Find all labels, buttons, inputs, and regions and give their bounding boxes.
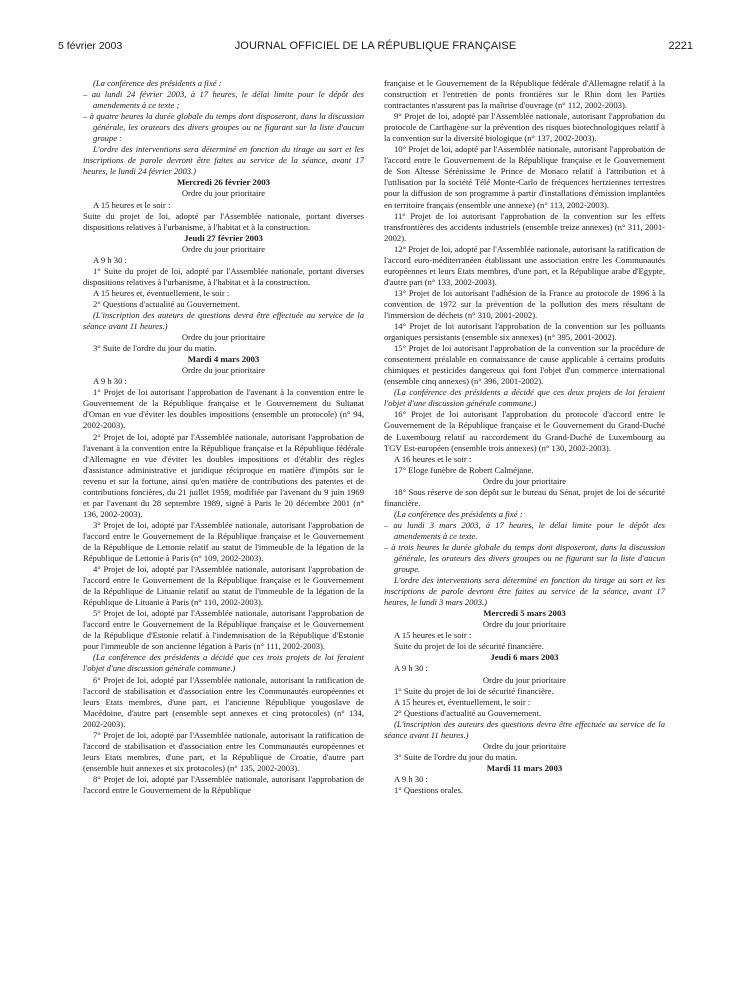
agenda-item: 6° Projet de loi, adopté par l'Assemblée nationale, autorisant la ratification de l'accord de stabilisation et d'association entre les Communautés européennes et leurs Etats membres, d'une part, et l'ancienne République yougoslave de Macédoine, d'autre part (ensemble sept annexes et cinq protocoles) (n° 134, 2002-2003). [83, 674, 364, 729]
agenda-item: 3° Projet de loi, adopté par l'Assemblée nationale, autorisant l'approbation de l'accord entre le Gouvernement de la République française et le Gouvernement de la République de Lettonie relatif au statut de l'immeuble de la légation de la République de Lettonie à Paris (n° 109, 2002-2003). [83, 519, 364, 564]
agenda-note: (La conférence des présidents a décidé que ces trois projets de loi feraient l'objet d'une discussion générale commune.) [83, 652, 364, 674]
agenda-note: (L'inscription des auteurs de questions devra être effectuée au service de la séance avant 11 heures.) [83, 309, 364, 332]
agenda-item: 14° Projet de loi autorisant l'approbation de la convention sur les polluants organiques persistants (ensemble six annexes) (n° 395, 2001-2002). [384, 321, 665, 343]
agenda-item: 3° Suite de l'ordre du jour du matin. [394, 751, 518, 762]
agenda-item: 8° Projet de loi, adopté par l'Assemblée nationale, autorisant l'approbation de l'accord entre le Gouvernement de la République [83, 773, 364, 795]
session-heading: Jeudi 27 février 2003 [184, 232, 263, 243]
agenda-subheading: Ordre du jour prioritaire [181, 365, 266, 376]
agenda-subheading: Ordre du jour prioritaire [181, 243, 266, 254]
agenda-item: 1° Suite du projet de loi de sécurité financière. [394, 685, 554, 696]
session-heading: Mardi 11 mars 2003 [486, 762, 563, 773]
intro-item: – à quatre heures la durée globale du temps dont disposeront, dans la discussion générale, les orateurs des divers groupes ou ne figurant sur la liste d'aucun groupe : [83, 111, 364, 144]
agenda-item: 16° Projet de loi autorisant l'approbation du protocole d'accord entre le Gouvernement de la République française et le Gouvernement du Grand-Duché de Luxembourg relatif au raccordement du Grand-Duché de Luxembourg au TGV Est-européen (ensemble trois annexes) (n° 130, 2002-2003). [384, 409, 665, 453]
session-heading: Jeudi 6 mars 2003 [490, 652, 559, 663]
session-time: A 9 h 30 : [394, 773, 428, 784]
agenda-subheading: Ordre du jour prioritaire [482, 674, 567, 685]
intro-closing: L'ordre des interventions sera déterminé en fonction du tirage au sort et les inscriptions de parole devront être faites au service de la séance, avant 17 heures, le lundi 24 février 2003.) [83, 144, 364, 177]
session-time: A 15 heures et, éventuellement, le soir : [93, 287, 230, 298]
conference-closing: L'ordre des interventions sera déterminé en fonction du tirage au sort et les inscriptions de parole devront être faites au service de la séance, avant 17 heures, le lundi 3 mars 2003.) [384, 575, 665, 608]
agenda-item: 1° Suite du projet de loi, adopté par l'Assemblée nationale, portant diverses dispositions relatives à l'urbanisme, à l'habitat et à la construction. [83, 265, 364, 287]
session-heading: Mercredi 26 février 2003 [176, 177, 271, 188]
right-column [384, 78, 665, 796]
agenda-subheading: Ordre du jour prioritaire [482, 619, 567, 630]
issue-date: 5 février 2003 [58, 40, 123, 52]
agenda-item: 2° Projet de loi, adopté par l'Assemblée nationale, autorisant l'approbation de l'avenant à la convention entre la République française et la République fédérale d'Allemagne en vue d'éviter les doubles impositions et d'établir des règles d'assistance administrative et juridique réciproque en matière d'impôts sur le revenu et sur la fortune, ainsi qu'en matière de contributions des patentes et de contributions foncières, du 21 juillet 1959, modifiée par l'avenant du 9 juin 1969 et par l'avenant du 28 septembre 1989, signé à Paris le 20 décembre 2001 (n° 136, 2002-2003). [83, 431, 364, 519]
agenda-note: (L'inscription des auteurs des questions devra être effectuée au service de la séance avant 11 heures.) [384, 718, 665, 740]
agenda-item: 18° Sous réserve de son dépôt sur le bureau du Sénat, projet de loi de sécurité financière. [384, 486, 665, 508]
agenda-subheading: Ordre du jour prioritaire [482, 740, 567, 751]
journal-title: JOURNAL OFFICIEL DE LA RÉPUBLIQUE FRANÇAISE [234, 40, 517, 52]
session-heading: Mardi 4 mars 2003 [187, 354, 260, 365]
conference-item: – au lundi 3 mars 2003, à 17 heures, le délai limite pour le dépôt des amendements à ce texte. [384, 519, 665, 541]
agenda-item: 12° Projet de loi, adopté par l'Assemblée nationale, autorisant la ratification de l'accord euro-méditerranéen établissant une association entre les Communautés européennes et leurs Etats membres, d'une part, et la République arabe d'Egypte, d'autre part (n° 133, 2002-2003). [384, 243, 665, 287]
agenda-item: 2° Questions d'actualité au Gouvernement. [394, 707, 541, 718]
agenda-item: Suite du projet de loi de sécurité financière. [394, 641, 544, 652]
agenda-item: 1° Projet de loi autorisant l'approbation de l'avenant à la convention entre le Gouvernement de la République française et le Gouvernement du Sultanat d'Oman en vue d'éviter les doubles impositions (ensemble un protocole) (n° 94, 2002-2003). [83, 387, 364, 431]
agenda-item: 4° Projet de loi, adopté par l'Assemblée nationale, autorisant l'approbation de l'accord entre le Gouvernement de la République française et le Gouvernement de la République de Lituanie relatif au statut de l'immeuble de la légation de la République de Lituanie à Paris (n° 110, 2002-2003). [83, 564, 364, 608]
agenda-item-continued: française et le Gouvernement de la République fédérale d'Allemagne relatif à la construction et l'entretien de ponts frontières sur le Rhin dont les Parties contractantes n'assurent pas la maîtrise d'ouvrage (n° 112, 2002-2003). [384, 78, 665, 111]
conference-item: – à trois heures la durée globale du temps dont disposeront, dans la discussion générale, les orateurs des divers groupes ou ne figurant sur la liste d'aucun groupe. [384, 541, 665, 575]
agenda-item: 7° Projet de loi, adopté par l'Assemblée nationale, autorisant la ratification de l'accord de stabilisation et d'association entre les Communautés européennes et leurs Etats membres, d'une part, et la République de Croatie, d'autre part (ensemble huit annexes et six protocoles) (n° 135, 2002-2003). [83, 729, 364, 773]
session-time: A 15 heures et, éventuellement, le soir : [394, 696, 531, 707]
session-time: A 9 h 30 : [394, 663, 428, 674]
session-time: A 16 heures et le soir : [394, 453, 472, 464]
agenda-item: 2° Questions d'actualité au Gouvernement. [93, 298, 240, 309]
session-time: A 15 heures et le soir : [394, 630, 472, 641]
session-heading: Mercredi 5 mars 2003 [483, 608, 566, 619]
session-time: A 15 heures et le soir : [93, 199, 171, 210]
left-column [83, 78, 364, 796]
agenda-item: 9° Projet de loi, adopté par l'Assemblée nationale, autorisant l'approbation du protocole de Carthagène sur la prévention des risques biotechnologiques relatif à la convention sur la diversité biologique (n° 137, 2002-2003). [384, 111, 665, 144]
agenda-item: 10° Projet de loi, adopté par l'Assemblée nationale, autorisant l'approbation de l'accord entre le Gouvernement de la République française et le Gouvernement de Son Altesse Sérénissime le Prince de Monaco relatif à l'attribution et à l'utilisation par la société Télé Monte-Carlo de fréquences hertziennes terrestres pour la diffusion de son programme à partir d'installations d'émission implantées en territoire français (ensemble une annexe) (n° 113, 2002-2003). [384, 144, 665, 210]
agenda-note: (La conférence des présidents a décidé que ces deux projets de loi feraient l'objet d'une discussion générale commune.) [384, 387, 665, 409]
agenda-item: 11° Projet de loi autorisant l'approbation de la convention sur les effets transfrontières des accidents industriels (ensemble treize annexes) (n° 311, 2001-2002). [384, 210, 665, 243]
agenda-item: 15° Projet de loi autorisant l'approbation de la convention sur la procédure de consentement préalable en connaissance de cause applicable à certains produits chimiques et pesticides dangereux qui font l'objet d'un commerce international (ensemble cinq annexes) (n° 396, 2001-2002). [384, 343, 665, 387]
intro-item: – au lundi 24 février 2003, à 17 heures, le délai limite pour le dépôt des amendements à ce texte ; [83, 89, 364, 111]
agenda-subheading: Ordre du jour prioritaire [482, 475, 567, 486]
page-number: 2221 [668, 40, 693, 52]
agenda-item: 1° Questions orales. [394, 785, 464, 795]
agenda-item: 5° Projet de loi, adopté par l'Assemblée nationale, autorisant l'approbation de l'accord entre le Gouvernement de la République française et le Gouvernement de la République d'Estonie relatif à l'indemnisation de la République d'Estonie pour l'immeuble de son ancienne légation à Paris (n° 111, 2002-2003). [83, 608, 364, 652]
intro-opening: (La conférence des présidents a fixé : [93, 78, 222, 88]
agenda-item: 17° Eloge funèbre de Robert Calméjane. [394, 464, 534, 475]
session-time: A 9 h 30 : [93, 254, 127, 265]
agenda-item: Suite du projet de loi, adopté par l'Assemblée nationale, portant diverses dispositions relatives à l'urbanisme, à l'habitat et à la construction. [83, 210, 364, 232]
agenda-item: 13° Projet de loi autorisant l'adhésion de la France au protocole de 1996 à la convention de 1972 sur la prévention de la pollution des mers résultant de l'immersion de déchets (n° 310, 2001-2002). [384, 287, 665, 320]
page-header [58, 40, 693, 56]
agenda-item: 3° Suite de l'ordre du jour du matin. [93, 343, 217, 354]
agenda-subheading: Ordre du jour prioritaire [181, 332, 266, 343]
session-time: A 9 h 30 : [93, 376, 127, 387]
conference-opening: (La conférence des présidents a fixé : [394, 508, 523, 519]
agenda-subheading: Ordre du jour prioritaire [181, 188, 266, 199]
